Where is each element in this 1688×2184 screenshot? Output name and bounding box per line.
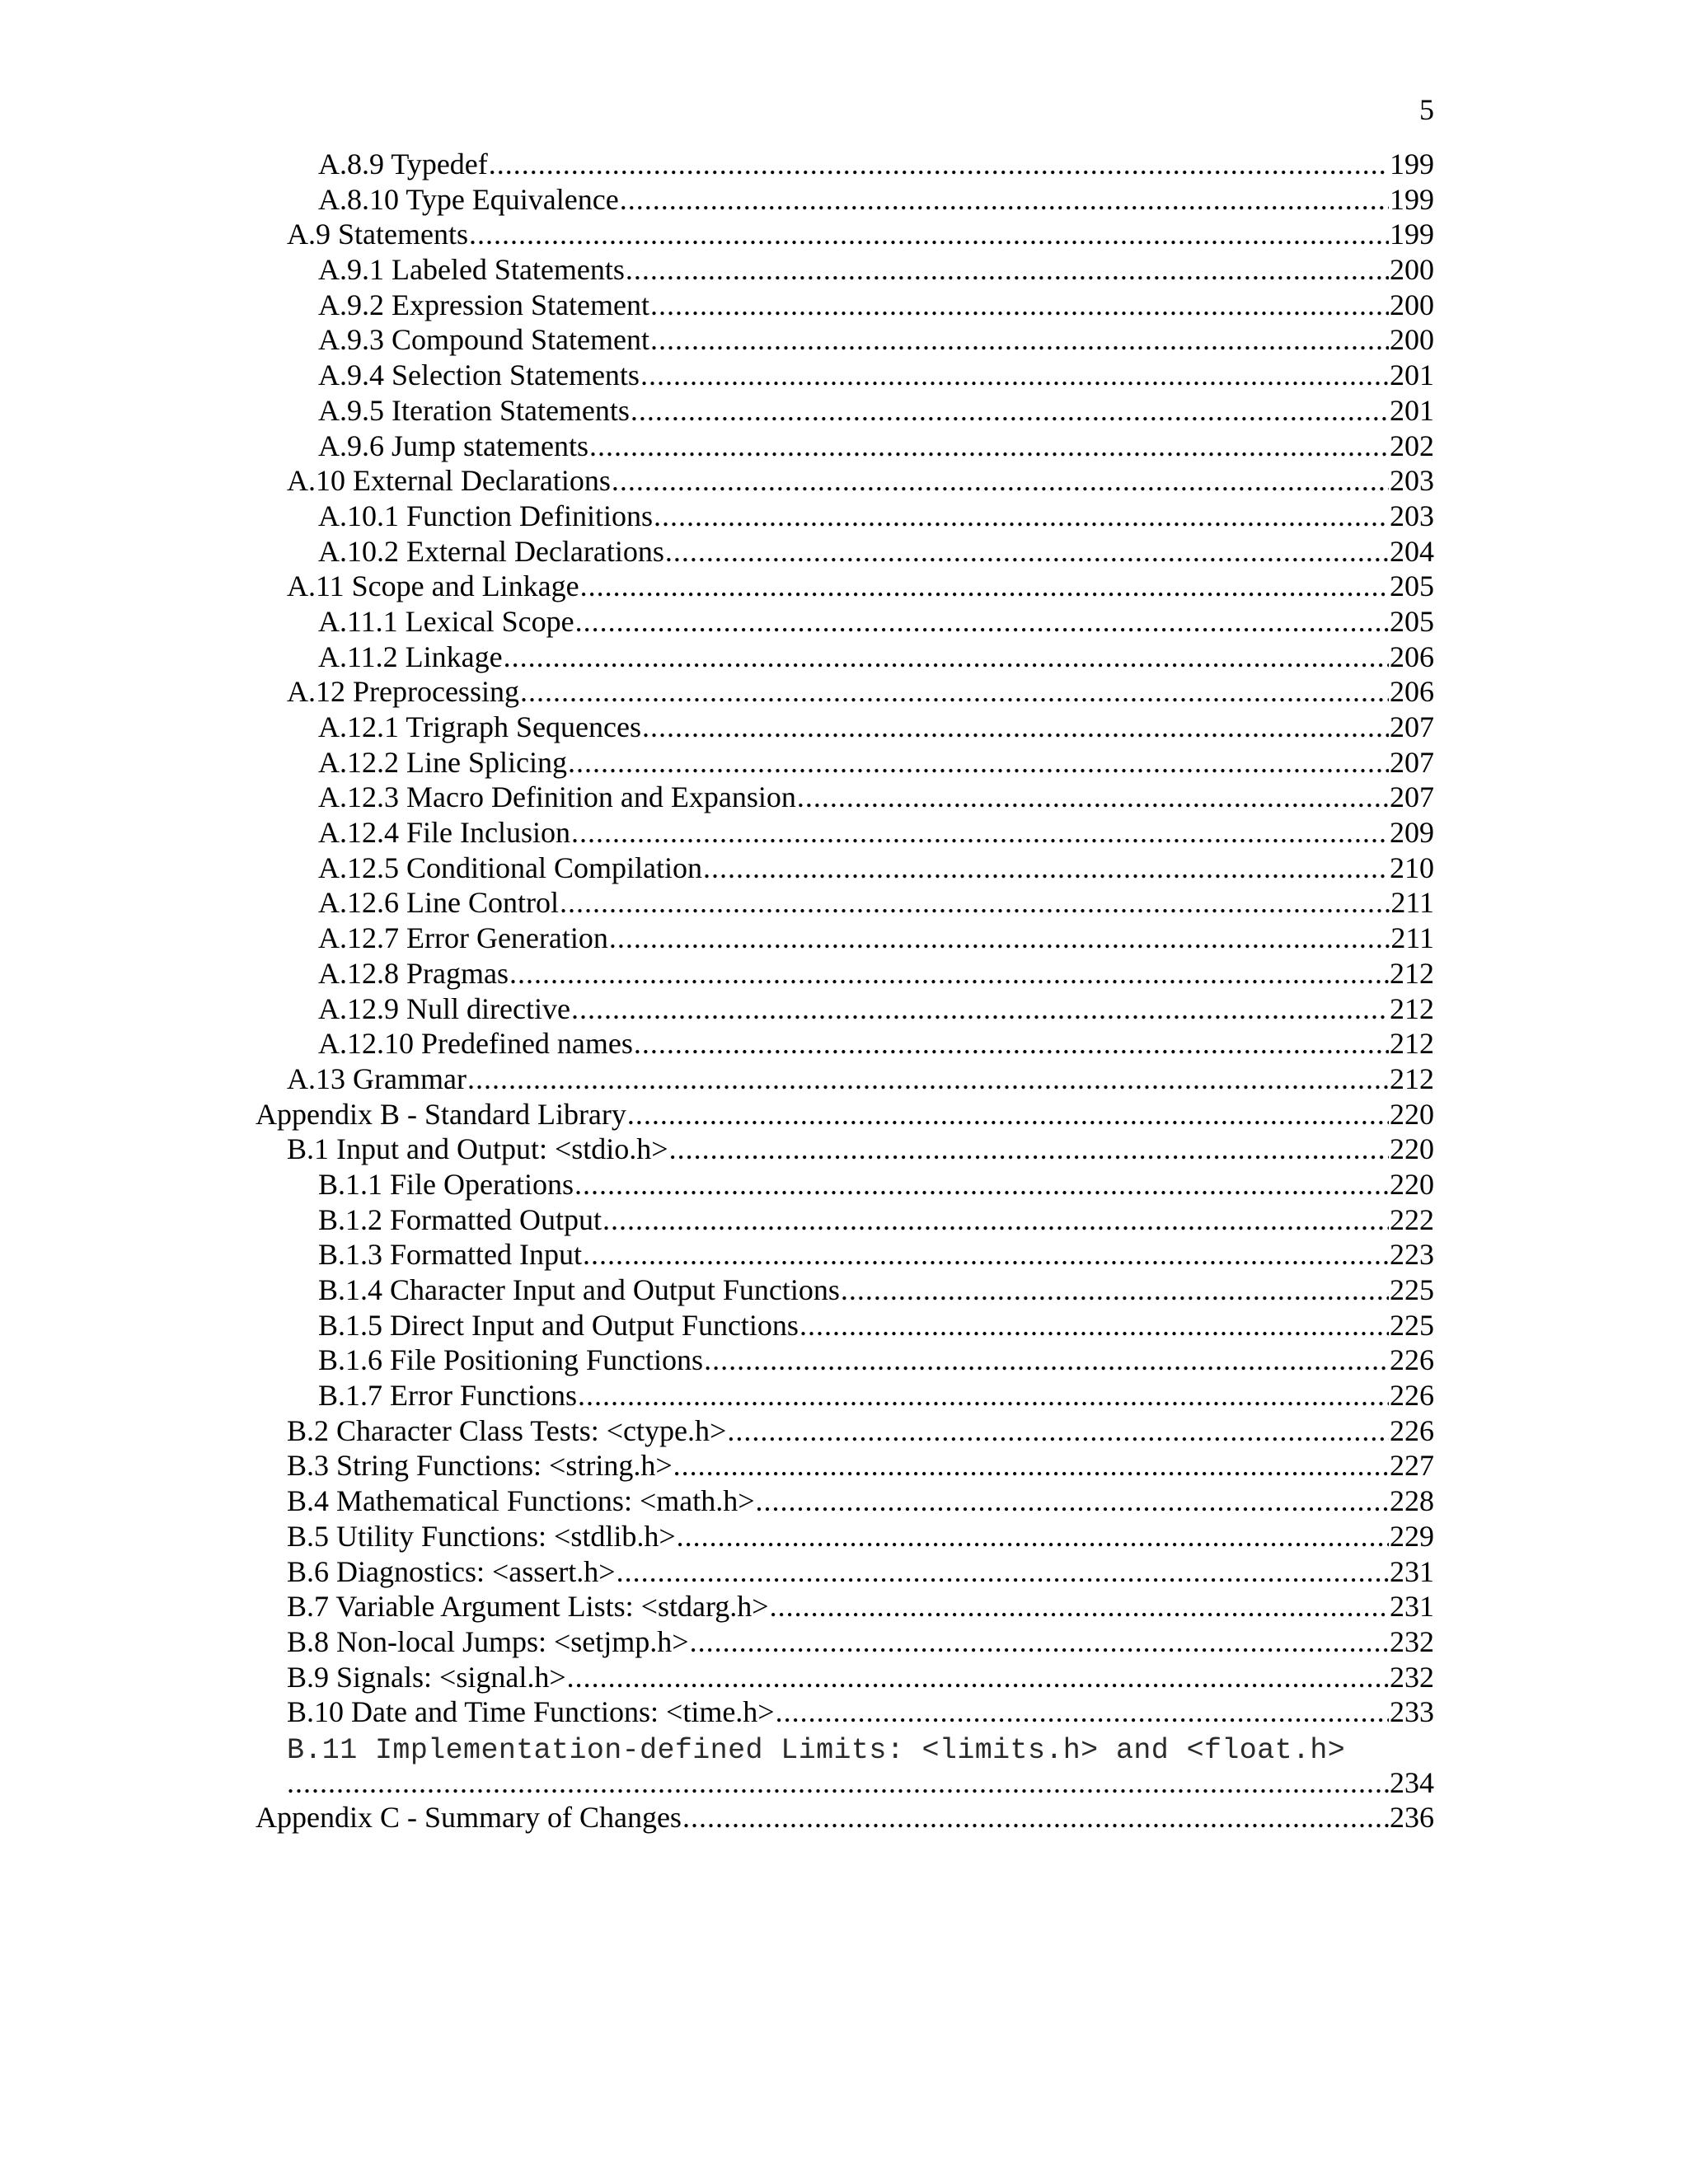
- toc-entry[interactable]: [256, 956, 1434, 991]
- toc-entry[interactable]: [256, 499, 1434, 534]
- dot-leader: [578, 1378, 1389, 1413]
- toc-entry-label: B.7 Variable Argument Lists: <stdarg.h>: [287, 1590, 769, 1624]
- toc-entry[interactable]: [256, 322, 1434, 358]
- toc-entry-page: 232: [1390, 1624, 1434, 1658]
- toc-entry[interactable]: [256, 1378, 1434, 1413]
- toc-entry-page: 205: [1390, 569, 1434, 603]
- toc-entry-page: 212: [1390, 1027, 1434, 1061]
- toc-entry-page: 206: [1390, 640, 1434, 673]
- toc-entry-page: 206: [1390, 675, 1434, 709]
- dot-leader: [650, 322, 1389, 357]
- toc-entry-label: A.9.2 Expression Statement: [318, 288, 649, 321]
- toc-entry-page: 231: [1390, 1590, 1434, 1624]
- toc-entry[interactable]: [256, 569, 1434, 604]
- dot-leader: [568, 745, 1389, 780]
- toc-entry-label: A.9.5 Iteration Statements: [318, 393, 630, 427]
- toc-entry[interactable]: [256, 1026, 1434, 1062]
- toc-entry-page: 200: [1390, 288, 1434, 321]
- toc-entry-label: A.9 Statements: [287, 218, 468, 251]
- dot-leader: [520, 674, 1389, 709]
- toc-entry-label: A.9.6 Jump statements: [318, 429, 588, 462]
- toc-entry-page: 207: [1390, 710, 1434, 743]
- toc-entry[interactable]: [256, 1308, 1434, 1343]
- toc-entry-page: 200: [1390, 323, 1434, 357]
- dot-leader: [620, 182, 1389, 217]
- toc-entry-label: B.9 Signals: <signal.h>: [287, 1660, 566, 1694]
- toc-entry-label: B.1.1 File Operations: [318, 1167, 574, 1201]
- dot-leader: [567, 1660, 1389, 1694]
- dot-leader: [669, 1132, 1389, 1166]
- dot-leader: [571, 991, 1389, 1026]
- toc-entry-label: B.3 String Functions: <string.h>: [287, 1449, 673, 1483]
- toc-entry[interactable]: [256, 1097, 1434, 1132]
- toc-entry[interactable]: [256, 1132, 1434, 1167]
- toc-entry-page: 220: [1390, 1132, 1434, 1166]
- dot-leader: [583, 1237, 1389, 1272]
- toc-entry-label: A.9.3 Compound Statement: [318, 323, 649, 357]
- dot-leader: [704, 1343, 1389, 1377]
- toc-entry-page: 212: [1390, 1062, 1434, 1095]
- toc-entry-page: 202: [1390, 429, 1434, 462]
- toc-entry-page: 225: [1390, 1273, 1434, 1306]
- toc-entry-label: A.11.1 Lexical Scope: [318, 604, 574, 638]
- toc-entry-page: 199: [1390, 182, 1434, 216]
- toc-entry-page: 227: [1390, 1449, 1434, 1483]
- dot-leader: [626, 252, 1389, 287]
- toc-entry-label: A.12.2 Line Splicing: [318, 745, 567, 779]
- toc-entry[interactable]: [256, 640, 1434, 675]
- dot-leader: [677, 1519, 1389, 1554]
- toc-entry[interactable]: [256, 463, 1434, 499]
- toc-entry-page: 201: [1390, 393, 1434, 427]
- toc-entry-page: 204: [1390, 534, 1434, 568]
- toc-entry-label: A.9.4 Selection Statements: [318, 359, 640, 392]
- page-number: 5: [1419, 93, 1434, 126]
- dot-leader: [650, 288, 1389, 322]
- toc-entry-label: A.12.1 Trigraph Sequences: [318, 710, 641, 743]
- toc-entry[interactable]: [256, 1448, 1434, 1483]
- toc-entry[interactable]: [256, 1272, 1434, 1308]
- toc-entry-label: A.12.3 Macro Definition and Expansion: [318, 780, 796, 814]
- dot-leader: [799, 1308, 1389, 1343]
- dot-leader: [287, 1765, 1389, 1800]
- dot-leader: [580, 569, 1389, 603]
- toc-entry-page: 201: [1390, 359, 1434, 392]
- toc-entry[interactable]: [256, 534, 1434, 569]
- toc-entry-page: 226: [1390, 1343, 1434, 1377]
- toc-entry[interactable]: [256, 1624, 1434, 1660]
- toc-entry[interactable]: [256, 1237, 1434, 1272]
- toc-entry-page: 212: [1390, 956, 1434, 990]
- toc-entry-page: 211: [1390, 921, 1434, 955]
- toc-entry[interactable]: [256, 1483, 1434, 1519]
- toc-entry[interactable]: [256, 1694, 1434, 1730]
- toc-entry[interactable]: [256, 217, 1434, 252]
- dot-leader: [665, 534, 1389, 569]
- toc-entry[interactable]: [256, 147, 1434, 182]
- toc-entry[interactable]: [256, 182, 1434, 218]
- toc-entry-label: A.8.9 Typedef: [318, 148, 488, 180]
- dot-leader: [509, 956, 1389, 991]
- toc-entry[interactable]: [256, 885, 1434, 921]
- toc-entry[interactable]: [256, 1589, 1434, 1624]
- toc-entry-page: 207: [1390, 780, 1434, 814]
- toc-entry[interactable]: [256, 1730, 1434, 1765]
- toc-entry-label: A.11.2 Linkage: [318, 640, 503, 673]
- toc-entry-label: A.8.10 Type Equivalence: [318, 182, 619, 216]
- toc-entry-label: Appendix B - Standard Library: [256, 1097, 626, 1131]
- toc-entry[interactable]: [256, 358, 1434, 393]
- dot-leader: [841, 1272, 1389, 1307]
- toc-entry[interactable]: [256, 815, 1434, 851]
- dot-leader: [634, 1026, 1389, 1061]
- toc-entry-label: B.1 Input and Output: <stdio.h>: [287, 1132, 668, 1166]
- toc-entry-page: 200: [1390, 253, 1434, 287]
- toc-entry-page: 199: [1390, 218, 1434, 251]
- toc-entry-label: B.1.2 Formatted Output: [318, 1202, 602, 1236]
- toc-entry[interactable]: [256, 1343, 1434, 1378]
- toc-entry-label: A.9.1 Labeled Statements: [318, 253, 625, 287]
- dot-leader: [603, 1202, 1389, 1237]
- dot-leader: [682, 1800, 1389, 1835]
- toc-entry[interactable]: [256, 429, 1434, 464]
- toc-entry-page: 210: [1390, 851, 1434, 884]
- toc-entry[interactable]: [256, 252, 1434, 288]
- toc-entry-label: A.12.8 Pragmas: [318, 956, 509, 990]
- toc-entry[interactable]: [256, 780, 1434, 815]
- toc-entry-label: A.10 External Declarations: [287, 464, 611, 498]
- toc-entry[interactable]: [256, 745, 1434, 780]
- toc-entry-label: A.13 Grammar: [287, 1062, 467, 1095]
- toc-entry-page: 226: [1390, 1413, 1434, 1447]
- dot-leader: [609, 921, 1390, 955]
- dot-leader: [612, 463, 1389, 498]
- toc-entry-label: B.5 Utility Functions: <stdlib.h>: [287, 1519, 676, 1553]
- toc-entry-label: B.1.7 Error Functions: [318, 1379, 577, 1413]
- toc-entry-page: 232: [1390, 1660, 1434, 1694]
- toc-entry-label: A.12.9 Null directive: [318, 991, 570, 1025]
- toc-entry-label: A.12.5 Conditional Compilation: [318, 851, 702, 884]
- toc-entry-page: 211: [1390, 886, 1434, 920]
- toc-entry[interactable]: [256, 710, 1434, 745]
- toc-entry-page: 223: [1390, 1238, 1434, 1272]
- toc-entry-page: 236: [1390, 1801, 1434, 1835]
- dot-leader: [640, 358, 1389, 392]
- toc-entry-page: 222: [1390, 1202, 1434, 1236]
- toc-entry-label: B.1.6 File Positioning Functions: [318, 1343, 704, 1377]
- toc-entry-page: 226: [1390, 1379, 1434, 1413]
- toc-entry-label: B.4 Mathematical Functions: <math.h>: [287, 1484, 755, 1518]
- toc-entry[interactable]: [256, 1062, 1434, 1097]
- toc-entry[interactable]: [256, 674, 1434, 710]
- toc-entry-label: A.12.4 File Inclusion: [318, 816, 570, 850]
- dot-leader: [631, 393, 1389, 428]
- dot-leader: [504, 640, 1389, 674]
- toc-entry[interactable]: [256, 851, 1434, 886]
- toc-entry-page: 207: [1390, 745, 1434, 779]
- dot-leader: [575, 604, 1389, 639]
- toc-entry[interactable]: [256, 604, 1434, 640]
- toc-entry-label: B.2 Character Class Tests: <ctype.h>: [287, 1413, 727, 1447]
- dot-leader: [756, 1483, 1389, 1518]
- dot-leader: [797, 780, 1389, 814]
- toc-entry-page: 229: [1390, 1519, 1434, 1553]
- dot-leader: [690, 1624, 1389, 1659]
- dot-leader: [776, 1694, 1389, 1729]
- toc-entry-page: 233: [1390, 1695, 1434, 1729]
- toc-entry-leader[interactable]: [256, 1765, 1434, 1801]
- toc-entry-page: 212: [1390, 991, 1434, 1025]
- toc-entry[interactable]: [256, 1167, 1434, 1202]
- toc-entry-page: 225: [1390, 1308, 1434, 1342]
- toc-entry-page: 220: [1390, 1097, 1434, 1131]
- toc-entry-page: 205: [1390, 604, 1434, 638]
- toc-entry[interactable]: [256, 1519, 1434, 1554]
- dot-leader: [571, 815, 1389, 850]
- toc-entry-page: 228: [1390, 1484, 1434, 1518]
- toc-entry-label: B.1.3 Formatted Input: [318, 1238, 582, 1272]
- toc-entry[interactable]: [256, 1660, 1434, 1695]
- dot-leader: [617, 1554, 1389, 1589]
- toc-entry-page: 203: [1390, 464, 1434, 498]
- toc-entry-page: 203: [1390, 499, 1434, 532]
- toc-entry-label: A.12.10 Predefined names: [318, 1027, 633, 1061]
- toc-entry-label: B.10 Date and Time Functions: <time.h>: [287, 1695, 775, 1729]
- dot-leader: [727, 1413, 1389, 1448]
- toc-entry-label: A.10.2 External Declarations: [318, 534, 664, 568]
- toc-entry-label: A.12.6 Line Control: [318, 886, 559, 920]
- toc-entry-label: B.6 Diagnostics: <assert.h>: [287, 1554, 616, 1588]
- toc-entry[interactable]: [256, 1202, 1434, 1238]
- toc-entry[interactable]: [256, 1800, 1434, 1835]
- toc-entry[interactable]: [256, 1554, 1434, 1590]
- toc-entry[interactable]: [256, 1413, 1434, 1449]
- dot-leader: [574, 1167, 1389, 1202]
- dot-leader: [627, 1097, 1389, 1132]
- dot-leader: [703, 851, 1389, 885]
- toc-entry[interactable]: [256, 921, 1434, 956]
- dot-leader: [642, 710, 1389, 744]
- toc-entry-page: 234: [1390, 1765, 1434, 1799]
- toc-entry-label: B.1.4 Character Input and Output Functions: [318, 1273, 840, 1306]
- toc-entry-page: 220: [1390, 1167, 1434, 1201]
- toc-entry[interactable]: [256, 288, 1434, 323]
- dot-leader: [589, 429, 1389, 463]
- toc-entry-label: A.12.7 Error Generation: [318, 921, 608, 955]
- toc-entry[interactable]: [256, 393, 1434, 429]
- toc-entry-label: B.1.5 Direct Input and Output Functions: [318, 1308, 799, 1342]
- toc-entry-label: B.11 Implementation-defined Limits: <limits.h> and <float.h>: [287, 1733, 1346, 1767]
- toc-entry-label: B.8 Non-local Jumps: <setjmp.h>: [287, 1624, 689, 1658]
- toc-entry-label: A.10.1 Function Definitions: [318, 499, 653, 532]
- toc-entry-page: 209: [1390, 816, 1434, 850]
- dot-leader: [467, 1062, 1389, 1096]
- toc-entry-label: Appendix C - Summary of Changes: [256, 1801, 682, 1835]
- toc-entry-page: 199: [1390, 148, 1434, 180]
- dot-leader: [770, 1589, 1389, 1624]
- dot-leader: [654, 499, 1389, 533]
- dot-leader: [673, 1448, 1389, 1483]
- table-of-contents: [256, 147, 1434, 1835]
- toc-entry-label: A.11 Scope and Linkage: [287, 569, 579, 603]
- toc-entry-page: 231: [1390, 1554, 1434, 1588]
- toc-entry-label: A.12 Preprocessing: [287, 675, 519, 709]
- toc-entry[interactable]: [256, 991, 1434, 1027]
- dot-leader: [560, 885, 1390, 920]
- dot-leader: [489, 147, 1389, 181]
- dot-leader: [469, 217, 1389, 251]
